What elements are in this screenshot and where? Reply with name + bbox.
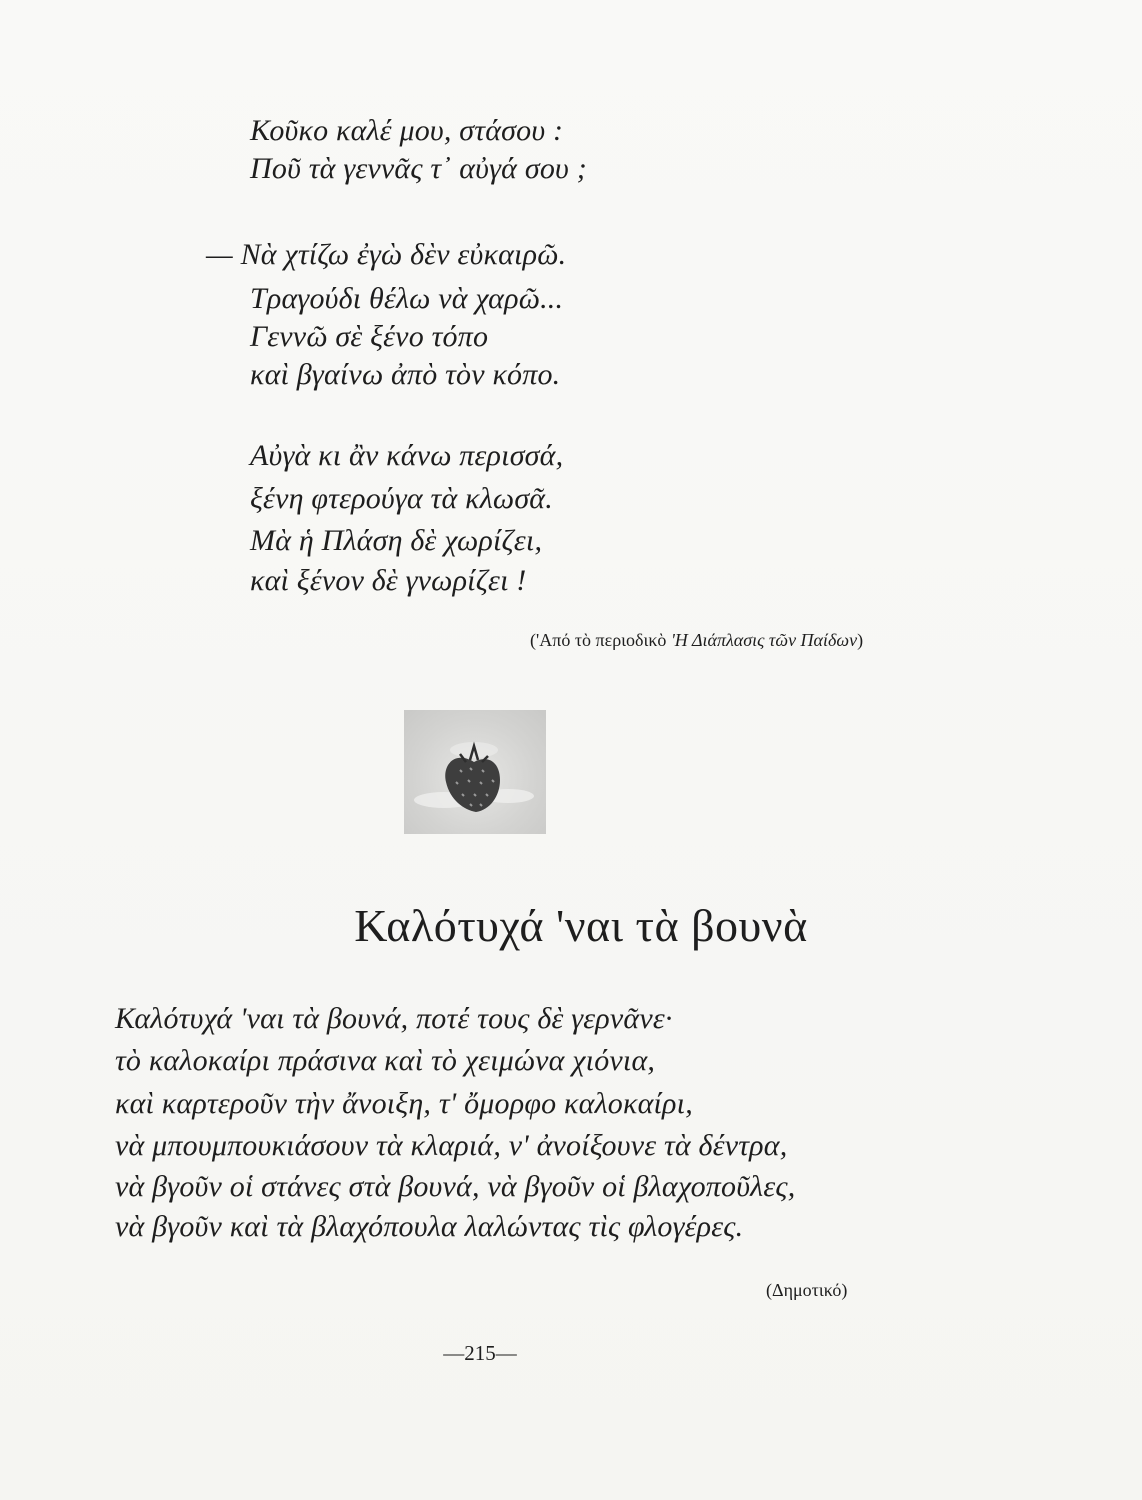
poem1-stanza3-line1: Αὐγὰ κι ἂν κάνω περισσά, (250, 439, 564, 472)
poem1-stanza3-line4: καὶ ξένον δὲ γνωρίζει ! (250, 564, 527, 597)
strawberry-icon (404, 710, 546, 834)
poem1-stanza1-line2: Ποῦ τὰ γεννᾶς τ᾿ αὐγά σου ; (250, 152, 587, 185)
poem1-source-title: 'Η Διάπλασις τῶν Παίδων (670, 630, 858, 650)
poem1-stanza2-line2: Τραγούδι θέλω νὰ χαρῶ... (250, 282, 564, 315)
poem2-title: Καλότυχά 'ναι τὰ βουνὰ (354, 900, 808, 951)
poem2-line5: νὰ βγοῦν οἱ στάνες στὰ βουνά, νὰ βγοῦν οἱ βλαχοποῦλες, (115, 1170, 796, 1203)
poem1-stanza1-line1: Κοῦκο καλέ μου, στάσου : (250, 114, 564, 147)
poem1-stanza2-line1: — Νὰ χτίζω ἐγὼ δὲν εὐκαιρῶ. (206, 238, 567, 271)
poem2-line6: νὰ βγοῦν καὶ τὰ βλαχόπουλα λαλώντας τὶς φλογέρες. (115, 1210, 744, 1243)
poem2-line2: τὸ καλοκαίρι πράσινα καὶ τὸ χειμώνα χιόνια, (115, 1044, 656, 1077)
poem2-line1: Καλότυχά 'ναι τὰ βουνά, ποτέ τους δὲ γερνᾶνε· (115, 1002, 673, 1035)
page-number: —215— (443, 1341, 517, 1365)
poem1-stanza2-line4: καὶ βγαίνω ἀπὸ τὸν κόπο. (250, 358, 561, 391)
poem2-line3: καὶ καρτεροῦν τὴν ἄνοιξη, τ' ὄμορφο καλοκαίρι, (115, 1087, 693, 1120)
strawberry-illustration (404, 710, 546, 834)
poem1-source-prefix: ('Από τὸ περιοδικὸ (530, 630, 671, 650)
poem1-stanza3-line2: ξένη φτερούγα τὰ κλωσᾶ. (250, 482, 553, 515)
poem2-line4: νὰ μπουμπουκιάσουν τὰ κλαριά, ν' ἀνοίξουνε τὰ δέντρα, (115, 1129, 788, 1162)
poem2-source: (Δημοτικό) (766, 1280, 848, 1300)
poem1-stanza2-line3: Γεννῶ σὲ ξένο τόπο (250, 320, 489, 353)
poem1-source (530, 628, 863, 652)
poem1-source-suffix: ) (857, 630, 864, 650)
poem1-stanza3-line3: Μὰ ἡ Πλάση δὲ χωρίζει, (250, 524, 543, 557)
